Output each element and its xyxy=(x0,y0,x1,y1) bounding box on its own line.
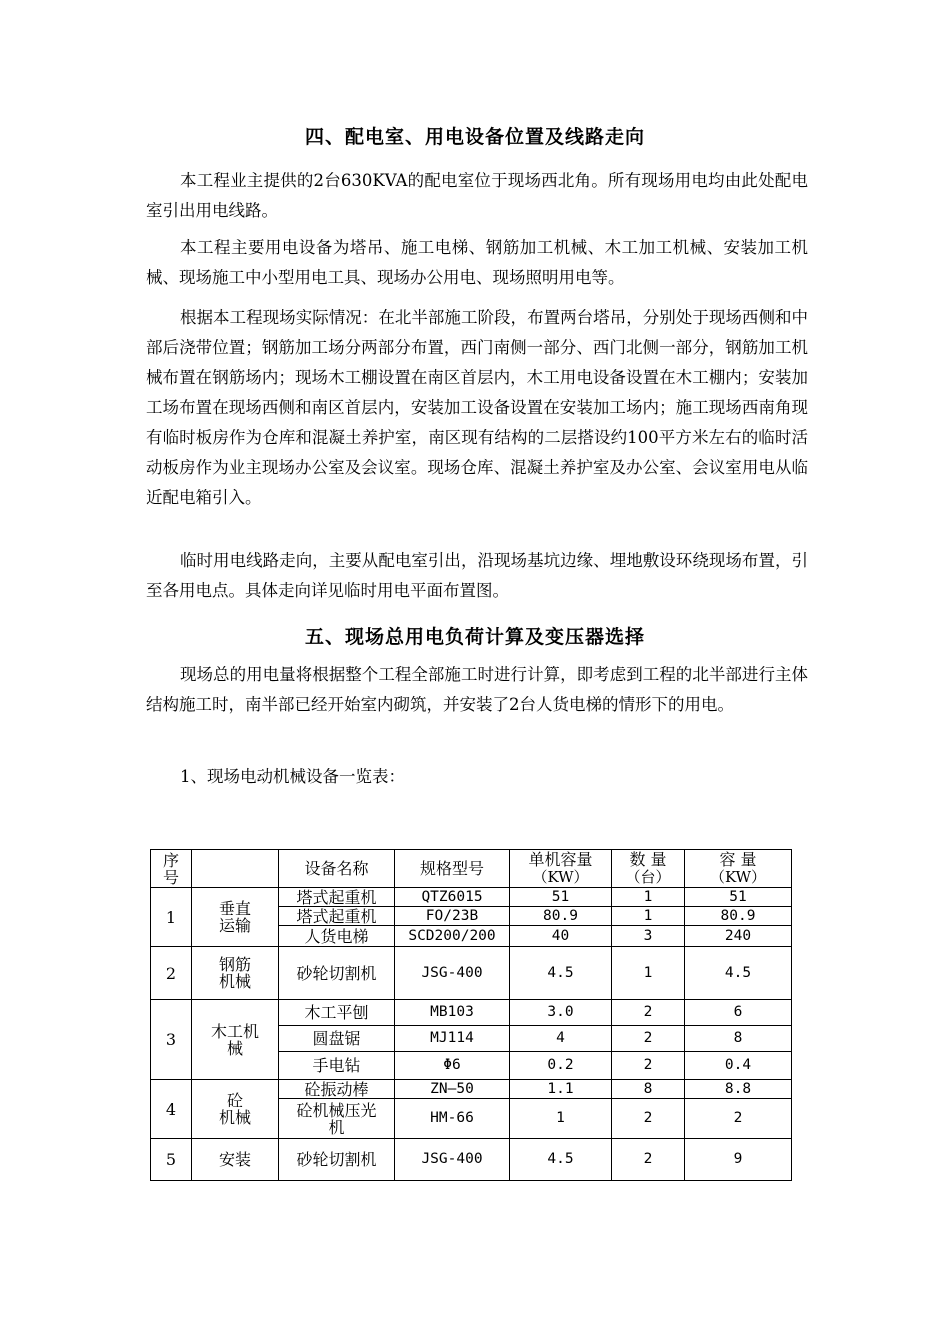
capacity: 9 xyxy=(685,1139,792,1181)
unit-capacity: 4.5 xyxy=(510,947,612,1000)
quantity: 8 xyxy=(612,1080,685,1099)
equipment-name: 圆盘锯 xyxy=(279,1026,395,1052)
header-unit-capacity: 单机容量 （KW） xyxy=(510,850,612,888)
equipment-name: 塔式起重机 xyxy=(279,907,395,926)
group-5-seq: 5 xyxy=(151,1139,192,1181)
unit-capacity: 1 xyxy=(510,1099,612,1139)
capacity: 6 xyxy=(685,1000,792,1026)
quantity: 2 xyxy=(612,1139,685,1181)
capacity: 80.9 xyxy=(685,907,792,926)
section-4-paragraph-2: 本工程主要用电设备为塔吊、施工电梯、钢筋加工机械、木工加工机械、安装加工机械、现场施工中小型用电工具、现场办公用电、现场照明用电等。 xyxy=(146,238,808,287)
equipment-model: HM-66 xyxy=(395,1099,510,1139)
quantity: 2 xyxy=(612,1099,685,1139)
equipment-model: Φ6 xyxy=(395,1052,510,1080)
capacity: 4.5 xyxy=(685,947,792,1000)
group-1-seq: 1 xyxy=(151,888,192,947)
equipment-name: 手电钻 xyxy=(279,1052,395,1080)
header-seq: 序 号 xyxy=(151,850,192,888)
group-2-seq: 2 xyxy=(151,947,192,1000)
quantity: 1 xyxy=(612,888,685,907)
equipment-name: 砼机械压光 机 xyxy=(279,1099,395,1139)
section-4-title: 四、配电室、用电设备位置及线路走向 xyxy=(304,126,645,148)
equipment-name: 塔式起重机 xyxy=(279,888,395,907)
equipment-name: 砂轮切割机 xyxy=(279,947,395,1000)
header-category xyxy=(192,850,279,888)
quantity: 1 xyxy=(612,947,685,1000)
unit-capacity: 80.9 xyxy=(510,907,612,926)
group-3-seq: 3 xyxy=(151,1000,192,1080)
header-name: 设备名称 xyxy=(279,850,395,888)
capacity: 51 xyxy=(685,888,792,907)
equipment-model: QTZ6015 xyxy=(395,888,510,907)
equipment-model: JSG-400 xyxy=(395,1139,510,1181)
equipment-model: SCD200/200 xyxy=(395,926,510,947)
capacity: 240 xyxy=(685,926,792,947)
unit-capacity: 51 xyxy=(510,888,612,907)
equipment-table xyxy=(150,849,792,1181)
capacity: 2 xyxy=(685,1099,792,1139)
equipment-model: JSG-400 xyxy=(395,947,510,1000)
table-row xyxy=(151,1080,792,1099)
equipment-model: FO/23B xyxy=(395,907,510,926)
group-2-category: 钢筋 机械 xyxy=(192,947,279,1000)
quantity: 2 xyxy=(612,1000,685,1026)
header-capacity: 容 量 （KW） xyxy=(685,850,792,888)
capacity: 8 xyxy=(685,1026,792,1052)
unit-capacity: 40 xyxy=(510,926,612,947)
section-4-paragraph-4: 临时用电线路走向，主要从配电室引出，沿现场基坑边缘、埋地敷设环绕现场布置，引至各用电点。具体走向详见临时用电平面布置图。 xyxy=(146,551,808,600)
quantity: 3 xyxy=(612,926,685,947)
group-4-category: 砼 机械 xyxy=(192,1080,279,1139)
unit-capacity: 0.2 xyxy=(510,1052,612,1080)
table-row xyxy=(151,1139,792,1181)
section-5-title: 五、现场总用电负荷计算及变压器选择 xyxy=(304,626,645,648)
table-row xyxy=(151,947,792,1000)
group-5-category: 安装 xyxy=(192,1139,279,1181)
group-1-category: 垂直 运输 xyxy=(192,888,279,947)
equipment-name: 砂轮切割机 xyxy=(279,1139,395,1181)
equipment-model: ZN—50 xyxy=(395,1080,510,1099)
capacity: 8.8 xyxy=(685,1080,792,1099)
quantity: 2 xyxy=(612,1026,685,1052)
equipment-name: 木工平刨 xyxy=(279,1000,395,1026)
equipment-name: 砼振动棒 xyxy=(279,1080,395,1099)
equipment-model: MJ114 xyxy=(395,1026,510,1052)
section-5-paragraph-1: 现场总的用电量将根据整个工程全部施工时进行计算，即考虑到工程的北半部进行主体结构施工时，南半部已经开始室内砌筑，并安装了2台人货电梯的情形下的用电。 xyxy=(146,665,808,714)
table-row xyxy=(151,888,792,907)
section-4-paragraph-3: 根据本工程现场实际情况：在北半部施工阶段，布置两台塔吊，分别处于现场西侧和中部后浇带位置；钢筋加工场分两部分布置，西门南侧一部分、西门北侧一部分，钢筋加工机械布置在钢筋场内；现场木工棚设置在南区首层内，木工用电设备设置在木工棚内；安装加工场布置在现场西侧和南区首层内，安装加工设备设置在安装加工场内；施工现场西南角现有临时板房作为仓库和混凝土养护室，南区现有结构的二层搭设约100平方米左右的临时活动板房作为业主现场办公室及会议室。现场仓库、混凝土养护室及办公室、会议室用电从临近配电箱引入。 xyxy=(146,308,808,507)
equipment-model: MB103 xyxy=(395,1000,510,1026)
section-4-paragraph-1: 本工程业主提供的2台630KVA的配电室位于现场西北角。所有现场用电均由此处配电室引出用电线路。 xyxy=(146,171,808,220)
table-row xyxy=(151,1000,792,1026)
header-quantity: 数 量 （台） xyxy=(612,850,685,888)
capacity: 0.4 xyxy=(685,1052,792,1080)
table-header-row xyxy=(151,850,792,888)
unit-capacity: 4 xyxy=(510,1026,612,1052)
unit-capacity: 3.0 xyxy=(510,1000,612,1026)
quantity: 1 xyxy=(612,907,685,926)
unit-capacity: 1.1 xyxy=(510,1080,612,1099)
header-model: 规格型号 xyxy=(395,850,510,888)
equipment-name: 人货电梯 xyxy=(279,926,395,947)
group-3-category: 木工机 械 xyxy=(192,1000,279,1080)
group-4-seq: 4 xyxy=(151,1080,192,1139)
unit-capacity: 4.5 xyxy=(510,1139,612,1181)
table-caption: 1、现场电动机械设备一览表： xyxy=(180,767,405,786)
quantity: 2 xyxy=(612,1052,685,1080)
